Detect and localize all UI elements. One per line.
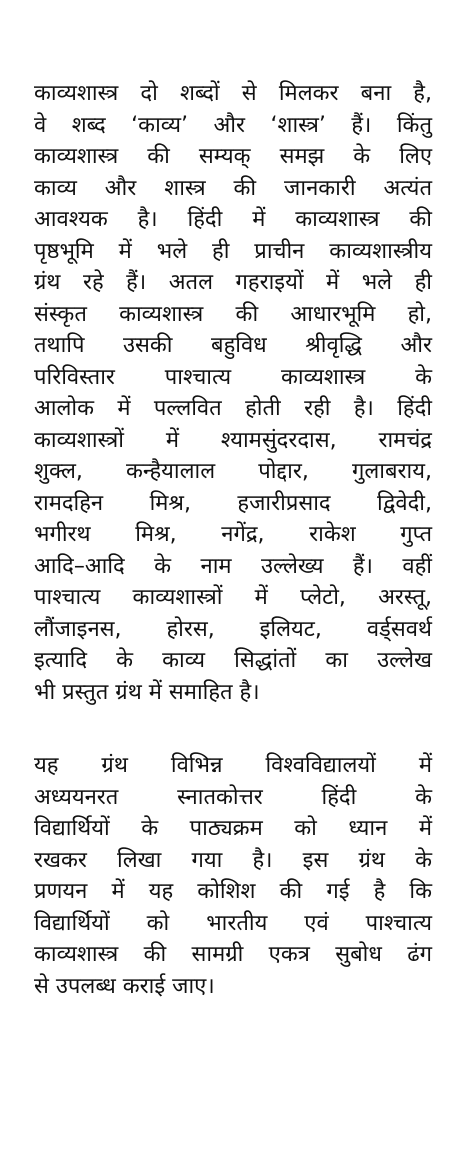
text-line: काव्यशास्त्र की सम्यक् समझ के लिए: [34, 144, 432, 169]
text-line: रखकर लिखा गया है। इस ग्रंथ के: [34, 847, 432, 873]
text-line: काव्यशास्त्रों में श्यामसुंदरदास, रामचंद्र: [34, 427, 432, 453]
text-line: रामदहिन मिश्र, हजारीप्रसाद द्विवेदी,: [34, 490, 432, 516]
text-line: काव्यशास्त्र दो शब्दों से मिलकर बना है,: [34, 81, 432, 106]
text-line: काव्यशास्त्र की सामग्री एकत्र सुबोध ढंग: [34, 942, 432, 967]
text-line: भी प्रस्तुत ग्रंथ में समाहित है।: [34, 679, 260, 705]
text-line: संस्कृत काव्यशास्त्र की आधारभूमि हो,: [34, 301, 432, 327]
text-line: आवश्यक है। हिंदी में काव्यशास्त्र की: [34, 207, 432, 232]
text-line: प्रणयन में यह कोशिश की गई है कि: [34, 879, 432, 904]
text-line: तथापि उसकी बहुविध श्रीवृद्धि और: [34, 333, 432, 358]
text-line: आदि–आदि के नाम उल्लेख्य हैं। वहीं: [34, 553, 432, 579]
text-line: आलोक में पल्लवित होती रही है। हिंदी: [34, 396, 432, 421]
text-line: अध्ययनरत स्नातकोत्तर हिंदी के: [34, 784, 432, 810]
text-line: पाश्चात्य काव्यशास्त्रों में प्लेटो, अरस्तू,: [34, 585, 432, 610]
text-line: इत्यादि के काव्य सिद्धांतों का उल्लेख: [34, 648, 432, 673]
text-line: से उपलब्ध कराई जाए।: [34, 973, 215, 999]
text-line: पृष्ठभूमि में भले ही प्राचीन काव्यशास्त्रीय: [34, 238, 432, 264]
text-line: विद्यार्थियों के पाठ्यक्रम को ध्यान में: [34, 816, 432, 841]
text-line: शुक्ल, कन्हैयालाल पोद्दार, गुलाबराय,: [34, 459, 432, 484]
document-body: [34, 78, 432, 1002]
text-line: परिविस्तार पाश्चात्य काव्यशास्त्र के: [34, 364, 432, 390]
text-line: लौंजाइनस, होरस, इलियट, वर्ड्सवर्थ: [34, 616, 432, 642]
paragraph-gap: [34, 708, 432, 750]
text-line: वे शब्द ‘काव्य’ और ‘शास्त्र’ हैं। किंतु: [34, 112, 432, 138]
paragraph-2: [34, 750, 432, 1002]
text-line: ग्रंथ रहे हैं। अतल गहराइयों में भले ही: [34, 270, 432, 295]
text-line: काव्य और शास्त्र की जानकारी अत्यंत: [34, 175, 432, 201]
text-line: विद्यार्थियों को भारतीय एवं पाश्चात्य: [34, 910, 432, 936]
paragraph-1: [34, 78, 432, 708]
text-line: भगीरथ मिश्र, नगेंद्र, राकेश गुप्त: [34, 522, 432, 547]
text-line: यह ग्रंथ विभिन्न विश्वविद्यालयों में: [34, 753, 432, 778]
